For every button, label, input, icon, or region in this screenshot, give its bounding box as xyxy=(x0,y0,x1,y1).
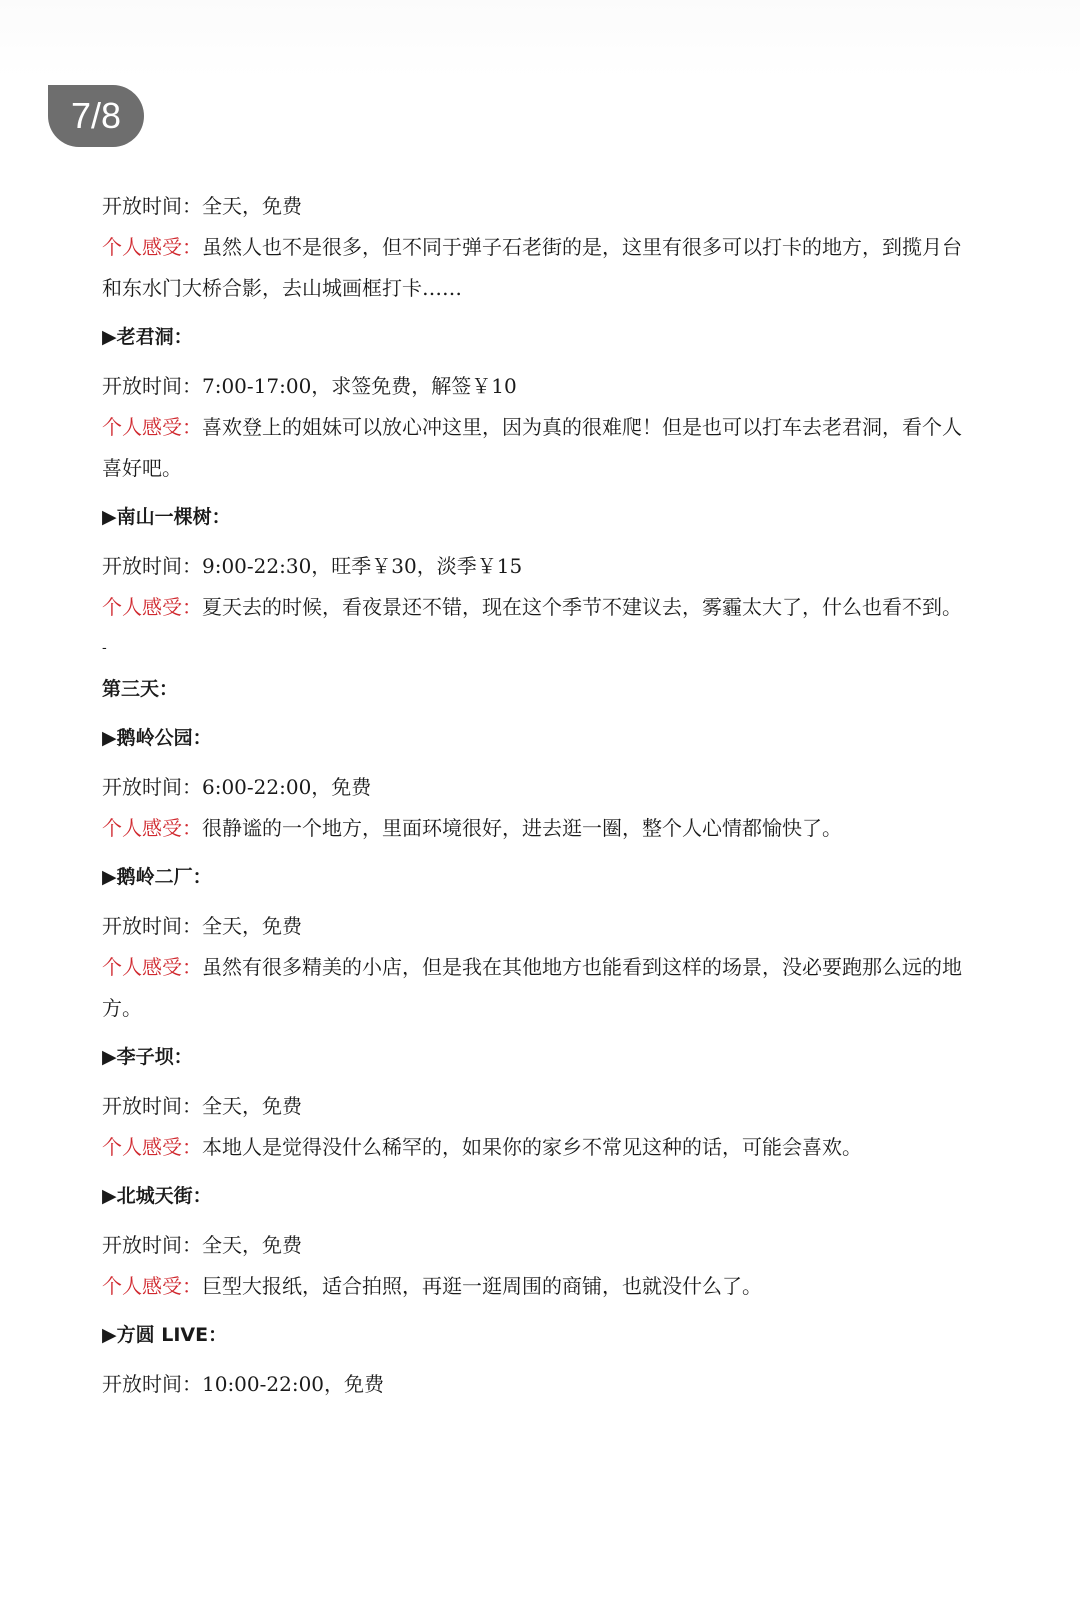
feeling-label: 个人感受： xyxy=(102,415,202,439)
top-fade xyxy=(0,0,1080,78)
feeling-text: 虽然有很多精美的小店，但是我在其他地方也能看到这样的场景，没必要跑那么远的地方。 xyxy=(102,955,962,1020)
nanshan-feeling xyxy=(102,587,962,628)
feeling-label: 个人感受： xyxy=(102,1274,202,1298)
section-title-laojundong: ▶老君洞： xyxy=(102,326,193,348)
fangyuan-live-open-time: 开放时间：10:00-22:00，免费 xyxy=(102,1372,385,1396)
eling-park-feeling xyxy=(102,808,962,849)
laojundong-feeling xyxy=(102,407,962,489)
section-title-beicheng: ▶北城天街： xyxy=(102,1185,212,1207)
liziba-feeling xyxy=(102,1127,962,1168)
eling-factory-feeling xyxy=(102,947,962,1029)
feeling-text: 虽然人也不是很多，但不同于弹子石老街的是，这里有很多可以打卡的地方，到揽月台和东水门大桥合影，去山城画框打卡…… xyxy=(102,235,962,300)
section-title-eling-factory: ▶鹅岭二厂： xyxy=(102,866,212,888)
separator: - xyxy=(102,640,107,656)
section-title-liziba: ▶李子坝： xyxy=(102,1046,193,1068)
feeling-label: 个人感受： xyxy=(102,1135,202,1159)
nanshan-open-time: 开放时间：9:00-22:30，旺季￥30，淡季￥15 xyxy=(102,554,523,578)
beicheng-open-time: 开放时间：全天，免费 xyxy=(102,1233,302,1257)
feeling-text: 喜欢登上的姐妹可以放心冲这里，因为真的很难爬！但是也可以打车去老君洞，看个人喜好吧。 xyxy=(102,415,962,480)
feeling-text: 很静谧的一个地方，里面环境很好，进去逛一圈，整个人心情都愉快了。 xyxy=(202,816,842,840)
intro-feeling xyxy=(102,227,962,309)
feeling-label: 个人感受： xyxy=(102,955,202,979)
beicheng-feeling xyxy=(102,1266,962,1307)
feeling-text: 本地人是觉得没什么稀罕的，如果你的家乡不常见这种的话，可能会喜欢。 xyxy=(202,1135,862,1159)
eling-factory-open-time: 开放时间：全天，免费 xyxy=(102,914,302,938)
feeling-text: 巨型大报纸，适合拍照，再逛一逛周围的商铺，也就没什么了。 xyxy=(202,1274,762,1298)
section-title-nanshan: ▶南山一棵树： xyxy=(102,506,231,528)
day-three-title: 第三天： xyxy=(102,678,179,700)
eling-park-open-time: 开放时间：6:00-22:00，免费 xyxy=(102,775,372,799)
section-title-eling-park: ▶鹅岭公园： xyxy=(102,727,212,749)
feeling-text: 夏天去的时候，看夜景还不错，现在这个季节不建议去，雾霾太大了，什么也看不到。 xyxy=(202,595,962,619)
feeling-label: 个人感受： xyxy=(102,816,202,840)
liziba-open-time: 开放时间：全天，免费 xyxy=(102,1094,302,1118)
page-indicator-badge: 7/8 xyxy=(48,85,144,147)
laojundong-open-time: 开放时间：7:00-17:00，求签免费，解签￥10 xyxy=(102,374,517,398)
intro-open-time: 开放时间：全天，免费 xyxy=(102,194,302,218)
feeling-label: 个人感受： xyxy=(102,235,202,259)
section-title-fangyuan-live: ▶方圆 LIVE： xyxy=(102,1324,228,1346)
document-body xyxy=(102,186,962,1405)
feeling-label: 个人感受： xyxy=(102,595,202,619)
